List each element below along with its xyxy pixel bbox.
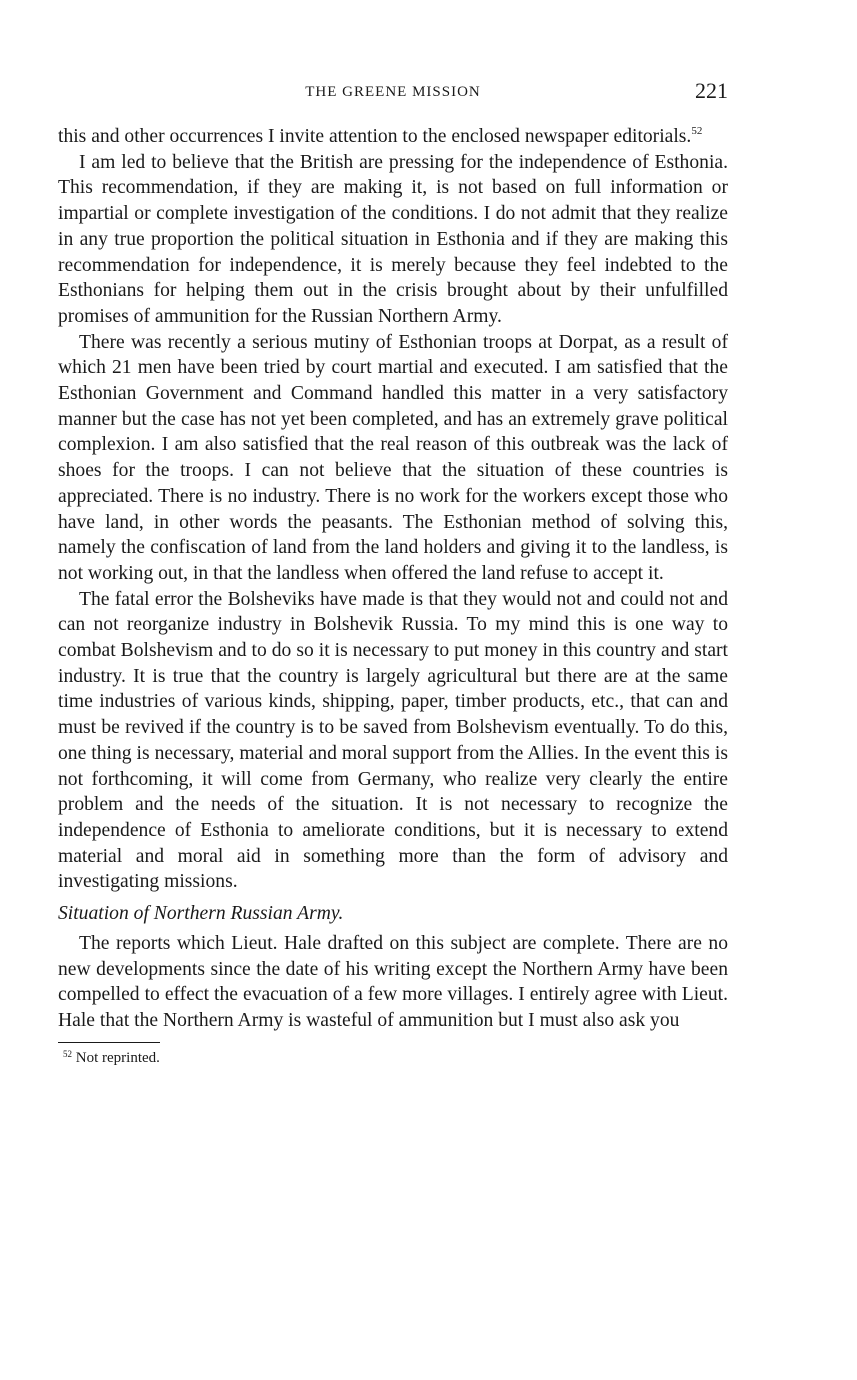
paragraph-northern-army: The reports which Lieut. Hale drafted on this subject are complete. There are no new developments since the date of his writing except the Northern Army have been compelled to effect the evacuation of a few more villages. I entirely agree with Lieut. Hale that the Northern Army is wasteful of ammunition but I must also ask you — [58, 932, 728, 1031]
paragraph-continued — [58, 124, 728, 150]
running-title: THE GREENE MISSION — [305, 84, 481, 100]
footnote-reference: 52 — [691, 125, 703, 137]
paragraph-mutiny-dorpat: There was recently a serious mutiny of Esthonian troops at Dorpat, as a result of which 21 men have been tried by court martial and executed. I am satisfied that the Esthonian Government and Command handled this matter in a very satisfactory manner but the case has not yet been completed, and has an extremely grave political complexion. I am also satisfied that the real reason of this outbreak was the lack of shoes for the troops. I can not believe that the situation of these countries is appreciated. There is no industry. There is no work for the workers except those who have land, in other words the peasants. The Esthonian method of solving this, namely the confiscation of land from the land holders and giving it to the landless, is not working out, in that the landless when offered the land refuse to accept it. — [58, 331, 728, 584]
document-page — [58, 78, 728, 1067]
paragraph-text: this and other occurrences I invite attention to the enclosed newspaper editorials. — [58, 126, 692, 147]
paragraph-british-independence: I am led to believe that the British are pressing for the independence of Esthonia. This recommendation, if they are making it, is not based on full information or impartial or complete investigation of the conditions. I do not admit that they realize in any true proportion the political situation in Esthonia and if they are making this recommendation for independence, it is merely because they feel indebted to the Esthonians for helping them out in the crisis brought about by their unfulfilled promises of ammunition for the Russian Northern Army. — [58, 151, 728, 327]
footnote-divider — [58, 1042, 160, 1043]
footnote — [58, 1050, 728, 1067]
running-head — [58, 78, 728, 110]
body-text — [58, 124, 728, 1034]
footnote-marker: 52 — [63, 1048, 72, 1059]
footnote-text: Not reprinted. — [75, 1049, 160, 1066]
page-number: 221 — [695, 78, 728, 103]
section-heading: Situation of Northern Russian Army. — [58, 903, 344, 925]
paragraph-bolshevik-industry: The fatal error the Bolsheviks have made is that they would not and could not and can not reorganize industry in Bolshevik Russia. To my mind this is one way to combat Bolshevism and to do so it is necessary to put money in this country and start industry. It is true that the country is largely agricultural but there are at the same time industries of various kinds, shipping, paper, timber products, etc., that can and must be revived if the country is to be saved from Bolshevism eventually. To do this, one thing is necessary, material and moral support from the Allies. In the event this is not forthcoming, it will come from Germany, who realize very clearly the entire problem and the needs of the situation. It is not necessary to recognize the independence of Esthonia to ameliorate conditions, but it is necessary to extend material and moral aid in something more than the form of advisory and investigating missions. — [58, 588, 728, 893]
